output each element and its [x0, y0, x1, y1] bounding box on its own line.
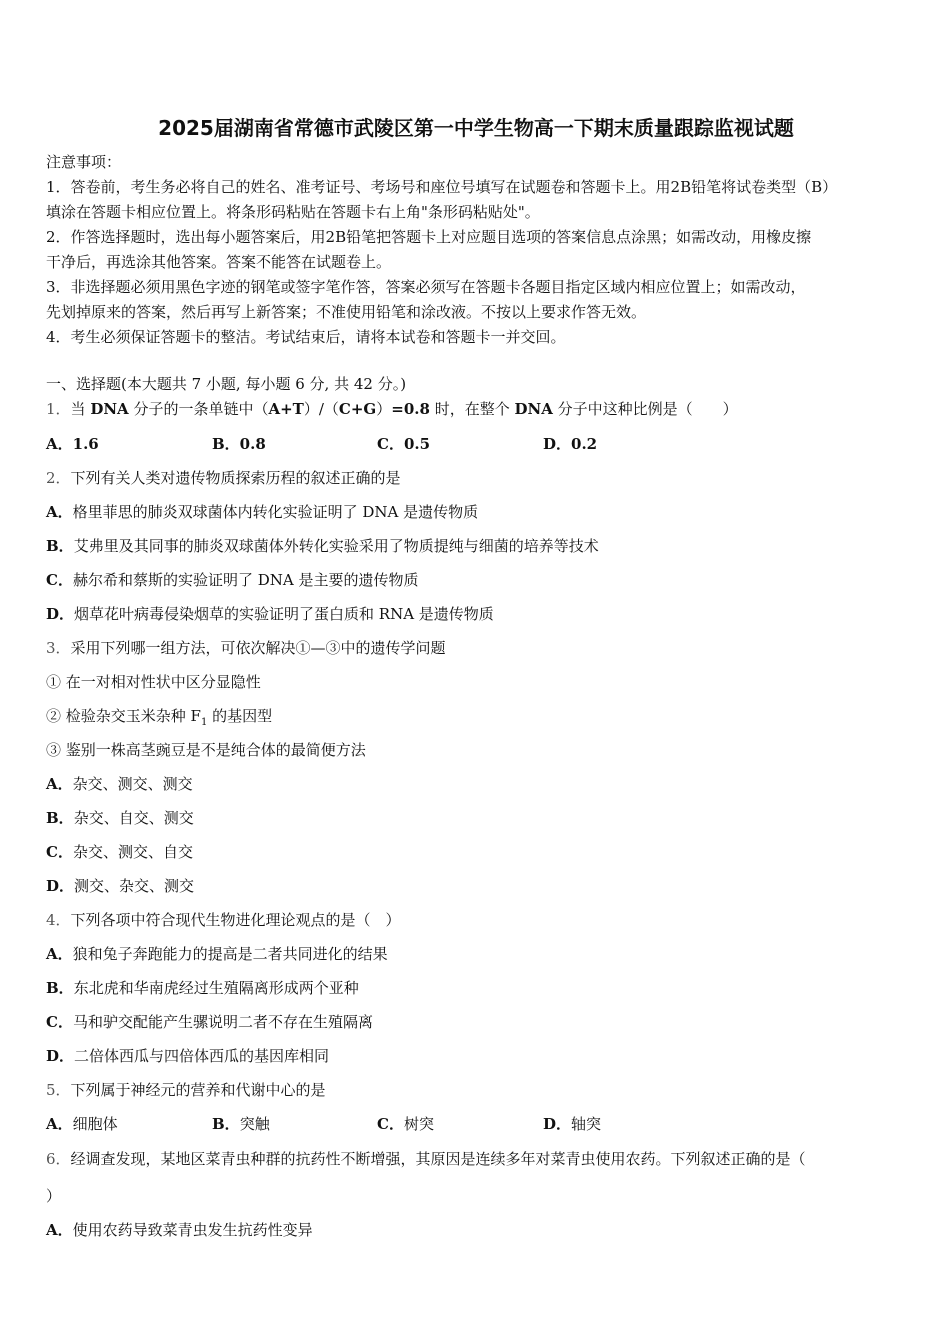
text-run: ） [376, 400, 392, 418]
option-text: 艾弗里及其同事的肺炎双球菌体外转化实验采用了物质提纯与细菌的培养等技术 [73, 537, 599, 555]
option-text: 杂交、自交、测交 [73, 809, 194, 827]
question-number: 3． [46, 639, 71, 657]
question-text: 下列有关人类对遗传物质探索历程的叙述正确的是 [70, 469, 401, 487]
question-3-option-b [46, 806, 906, 831]
text-run: 时，在整个 [429, 400, 515, 418]
option-letter: B． [212, 1115, 240, 1133]
option-text: 狼和兔子奔跑能力的提高是二者共同进化的结果 [72, 945, 388, 963]
option-letter: D． [46, 1047, 75, 1065]
option-text: 突触 [239, 1115, 270, 1133]
question-4-stem [46, 908, 906, 933]
option-a [46, 1112, 118, 1137]
text-run: 分子中这种比例是（ ） [552, 400, 738, 418]
option-letter: D． [46, 877, 75, 895]
question-text: 经调查发现，某地区菜青虫种群的抗药性不断增强，其原因是连续多年对菜青虫使用农药。下列叙述正确的是（ [70, 1150, 806, 1168]
page-title: 2025届湖南省常德市武陵区第一中学生物高一下期末质量跟踪监视试题 [158, 116, 794, 140]
question-3-option-d [46, 874, 906, 899]
option-d [543, 1112, 601, 1137]
option-letter: A． [46, 1115, 73, 1133]
notice-heading: 注意事项： [46, 153, 122, 171]
notice-line: 4．考生必须保证答题卡的整洁。考试结束后，请将本试卷和答题卡一并交回。 [46, 328, 566, 346]
option-d: D．0.2 [543, 435, 598, 453]
option-text: 细胞体 [72, 1115, 118, 1133]
text-run: A+T [268, 400, 304, 418]
question-2-option-c [46, 568, 906, 593]
option-c: C．0.5 [377, 435, 431, 453]
option-text: 二倍体西瓜与四倍体西瓜的基因库相同 [74, 1047, 330, 1065]
option-text: 赫尔希和蔡斯的实验证明了 DNA 是主要的遗传物质 [72, 571, 419, 589]
option-letter: A． [46, 945, 73, 963]
option-letter: C． [46, 1013, 73, 1031]
option-letter: D． [543, 1115, 572, 1133]
item-text: 的基因型 [207, 707, 273, 725]
question-2-option-a [46, 500, 906, 525]
question-text: 采用下列哪一组方法，可依次解决①—③中的遗传学问题 [70, 639, 446, 657]
option-letter: A． [46, 775, 73, 793]
option-text: 杂交、测交、测交 [72, 775, 193, 793]
option-text: 杂交、测交、自交 [72, 843, 193, 861]
question-4-option-d [46, 1044, 906, 1069]
question-6-stem [46, 1147, 906, 1172]
option-text: 马和驴交配能产生骡说明二者不存在生殖隔离 [72, 1013, 373, 1031]
item-text: ② 检验杂交玉米杂种 F [46, 707, 201, 725]
question-1-stem [46, 397, 906, 422]
question-3-stem [46, 636, 906, 661]
notice-line: 2．作答选择题时，选出每小题答案后，用2B铅笔把答题卡上对应题目选项的答案信息点涂黑；如需改动，用橡皮擦 [46, 228, 812, 246]
option-b [212, 1112, 270, 1137]
option-text: 使用农药导致菜青虫发生抗药性变异 [72, 1221, 313, 1239]
option-text: 格里菲思的肺炎双球菌体内转化实验证明了 DNA 是遗传物质 [72, 503, 479, 521]
question-6-stem-continued: ） [46, 1187, 62, 1205]
question-2-option-b [46, 534, 906, 559]
option-text: 轴突 [571, 1115, 602, 1133]
question-3-option-c [46, 840, 906, 865]
option-b: B．0.8 [212, 435, 266, 453]
option-text: 烟草花叶病毒侵染烟草的实验证明了蛋白质和 RNA 是遗传物质 [74, 605, 494, 623]
section-heading: 一、选择题(本大题共 7 小题, 每小题 6 分, 共 42 分。) [46, 375, 407, 393]
option-letter: C． [46, 843, 73, 861]
question-number: 2． [46, 469, 71, 487]
question-3-item-1: ① 在一对相对性状中区分显隐性 [46, 673, 261, 691]
notice-block [46, 150, 906, 350]
option-letter: A． [46, 503, 73, 521]
question-number: 5． [46, 1081, 71, 1099]
question-number: 6． [46, 1150, 71, 1168]
option-letter: D． [46, 605, 75, 623]
question-5-stem [46, 1078, 906, 1103]
question-3-item-2 [46, 704, 906, 735]
option-letter: C． [46, 571, 73, 589]
text-run: DNA [514, 400, 553, 418]
notice-line: 先划掉原来的答案，然后再写上新答案；不准使用铅笔和涂改液。不按以上要求作答无效。 [46, 303, 647, 321]
question-4-option-a [46, 942, 906, 967]
question-2-option-d [46, 602, 906, 627]
question-text: 下列属于神经元的营养和代谢中心的是 [70, 1081, 326, 1099]
subscript: 1 [200, 717, 208, 728]
option-text: 树突 [403, 1115, 434, 1133]
notice-line: 3．非选择题必须用黑色字迹的钢笔或签字笔作答，答案必须写在答题卡各题目指定区域内相应位置上；如需改动， [46, 278, 806, 296]
option-text: 测交、杂交、测交 [74, 877, 195, 895]
notice-line: 填涂在答题卡相应位置上。将条形码粘贴在答题卡右上角"条形码粘贴处"。 [46, 203, 540, 221]
question-number: 4． [46, 911, 71, 929]
question-3-option-a [46, 772, 906, 797]
text-run: ）/（ [303, 400, 339, 418]
question-3-item-3: ③ 鉴别一株高茎豌豆是不是纯合体的最简便方法 [46, 741, 366, 759]
option-c [377, 1112, 434, 1137]
option-letter: C． [377, 1115, 404, 1133]
question-2-stem [46, 466, 906, 491]
option-a: A．1.6 [46, 435, 99, 453]
option-letter: B． [46, 809, 74, 827]
text-run: C+G [338, 400, 377, 418]
text-run: DNA [90, 400, 129, 418]
question-4-option-b [46, 976, 906, 1001]
option-text: 东北虎和华南虎经过生殖隔离形成两个亚种 [73, 979, 359, 997]
text-run: =0.8 [391, 400, 430, 418]
notice-line: 干净后，再选涂其他答案。答案不能答在试题卷上。 [46, 253, 392, 271]
question-4-option-c [46, 1010, 906, 1035]
question-6-option-a [46, 1218, 906, 1243]
question-number: 1． [46, 400, 71, 418]
option-letter: B． [46, 537, 74, 555]
option-letter: A． [46, 1221, 73, 1239]
notice-line: 1．答卷前，考生务必将自己的姓名、准考证号、考场号和座位号填写在试题卷和答题卡上。用2B铅笔将试卷类型（B） [46, 178, 838, 196]
text-run: 分子的一条单链中（ [128, 400, 269, 418]
question-text: 下列各项中符合现代生物进化理论观点的是（ ） [70, 911, 401, 929]
text-run: 当 [70, 400, 91, 418]
option-letter: B． [46, 979, 74, 997]
